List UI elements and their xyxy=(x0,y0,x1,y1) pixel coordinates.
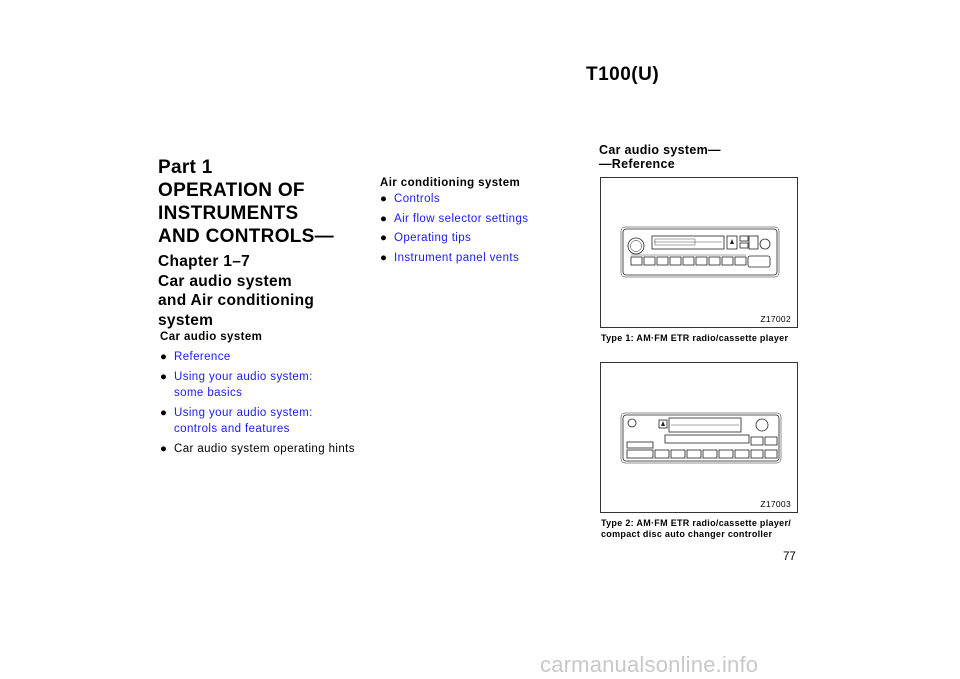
bullet-icon: ● xyxy=(380,212,388,225)
figure-caption: Type 1: AM·FM ETR radio/cassette player xyxy=(601,333,789,343)
bullet-icon: ● xyxy=(160,406,168,419)
ac-topic-list xyxy=(380,191,580,269)
reference-title-line: Car audio system— xyxy=(599,143,721,157)
link-controls-features[interactable] xyxy=(174,407,313,436)
model-code-header: T100(U) xyxy=(586,64,660,85)
link-basics[interactable] xyxy=(174,371,313,400)
list-item xyxy=(160,441,380,458)
ac-section-title: Air conditioning system xyxy=(380,177,521,189)
bullet-icon: ● xyxy=(380,232,388,244)
reference-title xyxy=(599,143,721,171)
audio-section-title: Car audio system xyxy=(160,331,263,343)
chapter-line: and Air conditioning xyxy=(158,292,315,309)
part-title-line: AND CONTROLS— xyxy=(158,226,334,247)
part-title-line: INSTRUMENTS xyxy=(158,203,299,224)
part-title xyxy=(158,156,334,248)
bullet-icon: ● xyxy=(380,193,388,205)
figure-caption xyxy=(601,518,791,540)
link-operating-tips[interactable]: Operating tips xyxy=(394,232,472,244)
figure-type1-radio xyxy=(600,177,798,328)
list-item[interactable] xyxy=(380,250,580,267)
list-item[interactable] xyxy=(380,211,580,228)
list-item[interactable] xyxy=(160,405,380,438)
list-item[interactable] xyxy=(380,191,580,208)
figure-code: Z17003 xyxy=(760,499,791,509)
list-item[interactable] xyxy=(160,369,380,402)
page-number: 77 xyxy=(783,551,796,563)
audio-topic-list xyxy=(160,349,380,460)
caption-line: Type 2: AM·FM ETR radio/cassette player/ xyxy=(601,518,792,528)
link-line: Using your audio system: xyxy=(174,370,313,383)
chapter-line: Car audio system xyxy=(158,272,293,290)
link-controls[interactable]: Controls xyxy=(394,193,441,205)
link-line: Using your audio system: xyxy=(174,406,313,419)
link-vents[interactable]: Instrument panel vents xyxy=(394,251,520,264)
link-line: some basics xyxy=(174,387,243,399)
list-item[interactable] xyxy=(160,349,380,366)
link-reference[interactable]: Reference xyxy=(174,351,231,363)
figure-type2-radio xyxy=(600,362,798,513)
chapter-title xyxy=(158,252,314,330)
list-item[interactable] xyxy=(380,230,580,247)
figure-code: Z17002 xyxy=(760,314,791,324)
radio-cassette-illustration xyxy=(601,178,797,327)
link-air-flow[interactable]: Air flow selector settings xyxy=(394,212,529,225)
caption-line: compact disc auto changer controller xyxy=(601,529,773,539)
chapter-line: system xyxy=(158,311,214,329)
part-title-line: OPERATION OF xyxy=(158,180,305,201)
watermark: carmanualsonline.info xyxy=(540,652,759,677)
link-line: controls and features xyxy=(174,423,290,435)
chapter-line: Chapter 1–7 xyxy=(158,253,251,270)
bullet-icon: ● xyxy=(380,251,388,264)
bullet-icon: ● xyxy=(160,351,168,363)
reference-title-line: —Reference xyxy=(599,157,675,171)
part-title-line: Part 1 xyxy=(158,157,213,178)
operating-hints-text: Car audio system operating hints xyxy=(174,442,355,455)
bullet-icon: ● xyxy=(160,442,168,455)
radio-cd-changer-illustration xyxy=(601,363,797,512)
bullet-icon: ● xyxy=(160,370,168,383)
